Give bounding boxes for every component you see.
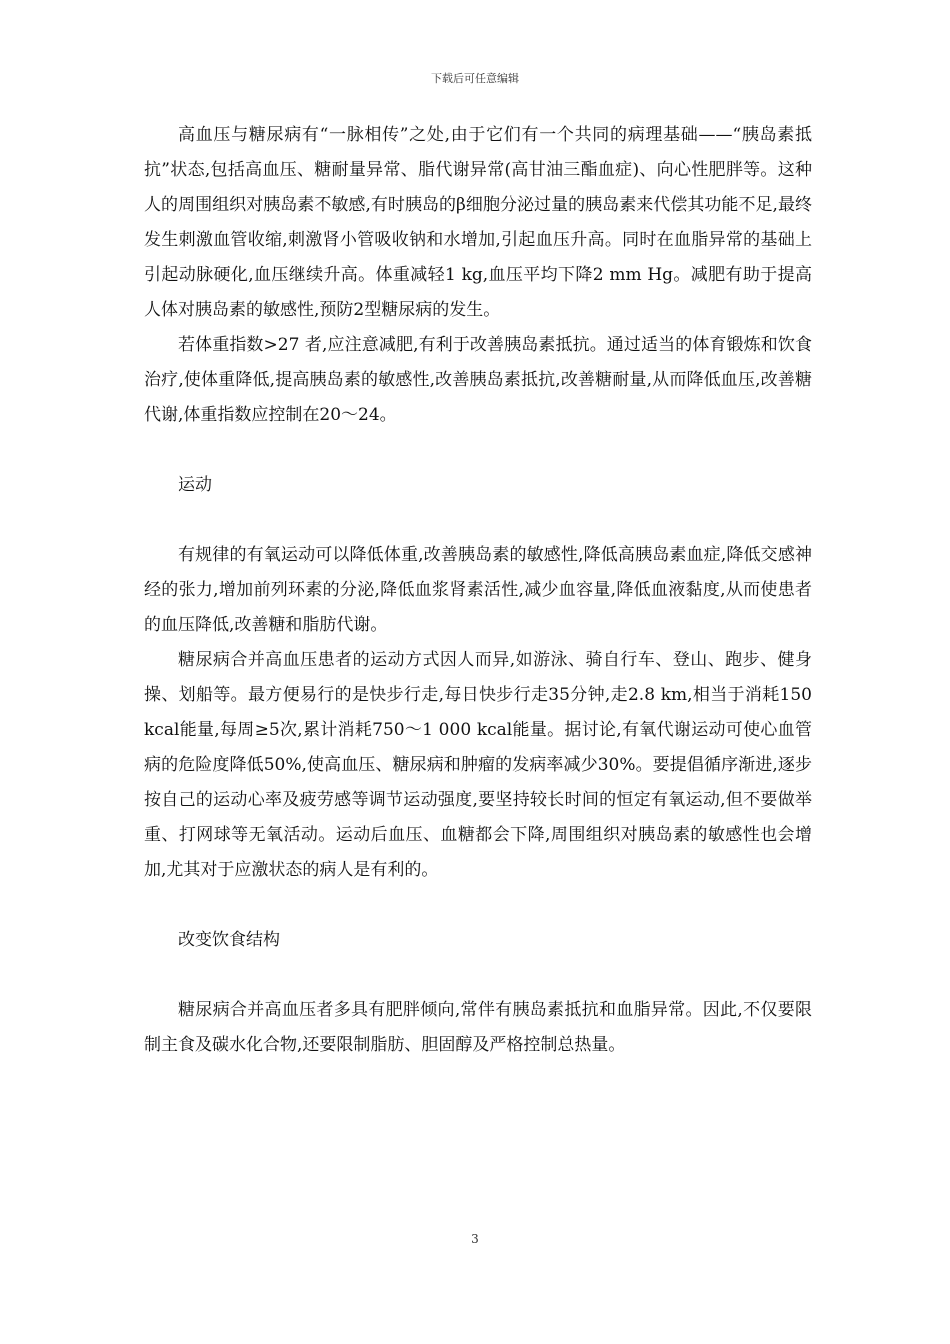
page-header: 下载后可任意编辑: [431, 72, 519, 85]
paragraph: 高血压与糖尿病有“一脉相传”之处,由于它们有一个共同的病理基础——“胰岛素抵抗”状态,包括高血压、糖耐量异常、脂代谢异常(高甘油三酯血症)、向心性肥胖等。这种人的周围组织对胰岛素不敏感,有时胰岛的β细胞分泌过量的胰岛素来代偿其功能不足,最终发生刺激血管收缩,刺激肾小管吸收钠和水增加,引起血压升高。同时在血脂异常的基础上引起动脉硬化,血压继续升高。体重减轻1 kg,血压平均下降2 mm Hg。减肥有助于提高人体对胰岛素的敏感性,预防2型糖尿病的发生。: [144, 125, 812, 320]
paragraph: 有规律的有氧运动可以降低体重,改善胰岛素的敏感性,降低高胰岛素血症,降低交感神经的张力,增加前列环素的分泌,降低血浆肾素活性,减少血容量,降低血液黏度,从而使患者的血压降低,改善糖和脂肪代谢。: [144, 545, 812, 635]
spacer: [144, 888, 812, 923]
spacer: [144, 958, 812, 993]
section-heading: 运动: [178, 475, 212, 495]
document-body: [144, 118, 812, 1063]
paragraph: 若体重指数>27 者,应注意减肥,有利于改善胰岛素抵抗。通过适当的体育锻炼和饮食治疗,使体重降低,提高胰岛素的敏感性,改善胰岛素抵抗,改善糖耐量,从而降低血压,改善糖代谢,体重指数应控制在20～24。: [144, 335, 812, 425]
section-heading: 改变饮食结构: [178, 930, 280, 950]
paragraph: 糖尿病合并高血压患者的运动方式因人而异,如游泳、骑自行车、登山、跑步、健身操、划船等。最方便易行的是快步行走,每日快步行走35分钟,走2.8 km,相当于消耗150 kcal能量,每周≥5次,累计消耗750～1 000 kcal能量。据讨论,有氧代谢运动可使心血管病的危险度降低50%,使高血压、糖尿病和肿瘤的发病率减少30%。要提倡循序渐进,逐步按自己的运动心率及疲劳感等调节运动强度,要坚持较长时间的恒定有氧运动,但不要做举重、打网球等无氧活动。运动后血压、血糖都会下降,周围组织对胰岛素的敏感性也会增加,尤其对于应激状态的病人是有利的。: [144, 650, 812, 880]
spacer: [144, 433, 812, 468]
page-number: 3: [471, 1232, 479, 1246]
spacer: [144, 503, 812, 538]
paragraph: 糖尿病合并高血压者多具有肥胖倾向,常伴有胰岛素抵抗和血脂异常。因此,不仅要限制主食及碳水化合物,还要限制脂肪、胆固醇及严格控制总热量。: [144, 1000, 812, 1055]
